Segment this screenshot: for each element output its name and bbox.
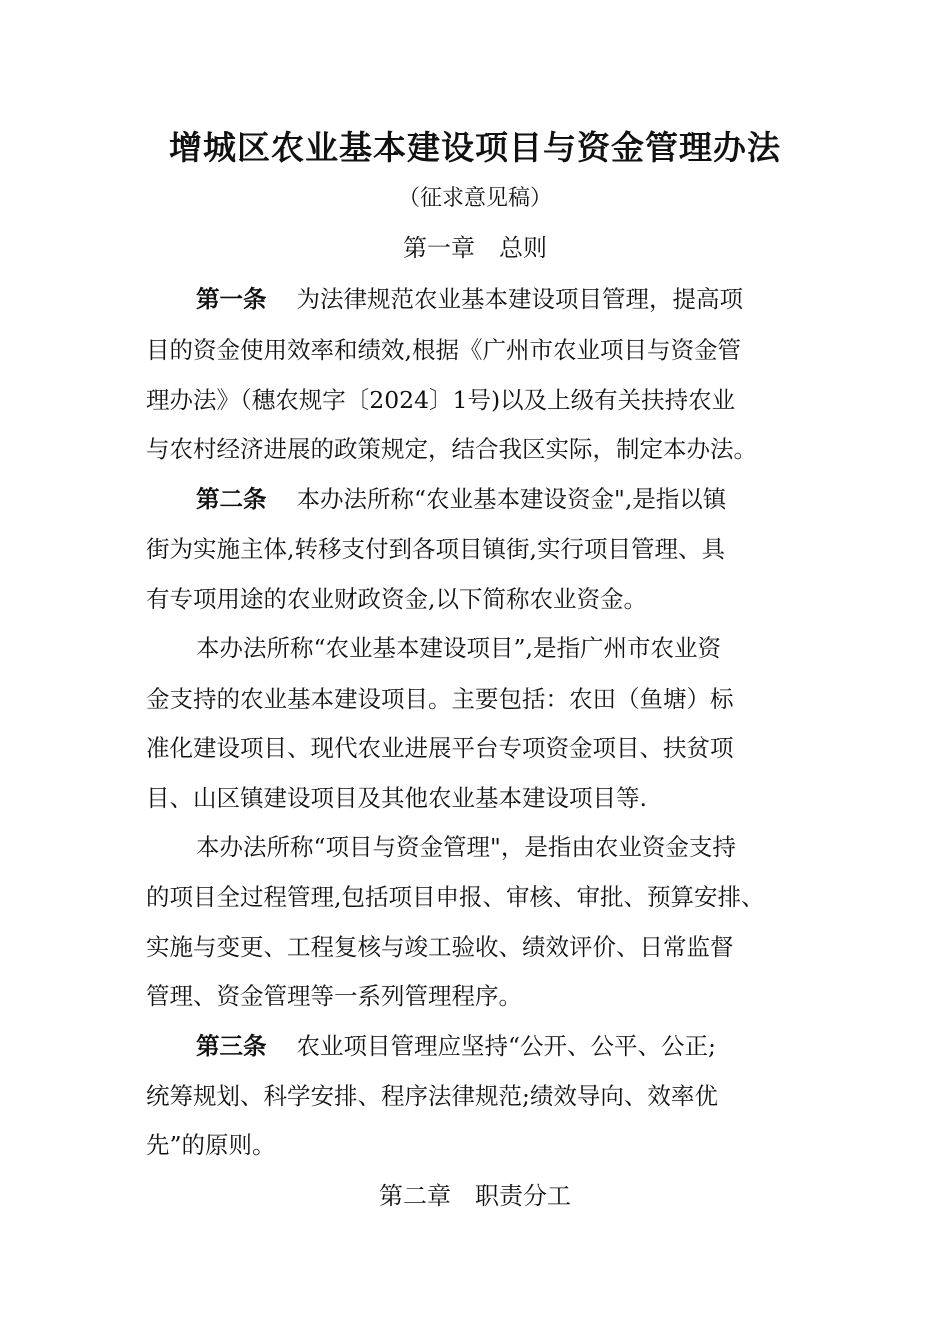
body-line: 的项目全过程管理,包括项目申报、审核、审批、预算安排、 [146,883,765,911]
body-line: 先”的原则。 [146,1131,276,1159]
body-line: 目、山区镇建设项目及其他农业基本建设项目等. [146,784,647,812]
body-line: 本办法所称“农业基本建设项目”,是指广州市农业资 [196,634,721,662]
article-first-line [196,1030,716,1062]
chapter-label: 第一章 [403,234,475,262]
article-text: 为法律规范农业基本建设项目管理，提高项 [296,285,743,313]
body-line: 管理、资金管理等一系列管理程序。 [146,982,522,1010]
body-line: 统筹规划、科学安排、程序法律规范;绩效导向、效率优 [146,1082,718,1110]
body-line: 本办法所称“项目与资金管理"，是指由农业资金支持 [196,833,736,861]
chapter-name: 总则 [499,234,547,262]
body-line: 有专项用途的农业财政资金,以下简称农业资金。 [146,585,647,613]
body-line: 街为实施主体,转移支付到各项目镇街,实行项目管理、具 [146,535,725,563]
body-line: 与农村经济进展的政策规定，结合我区实际，制定本办法。 [146,435,757,463]
body-line: 准化建设项目、现代农业进展平台专项资金项目、扶贫项 [146,734,734,762]
article-label: 第三条 [196,1032,267,1060]
document-subtitle: （征求意见稿） [397,186,552,211]
chapter-name: 职责分工 [475,1182,571,1210]
body-line: 目的资金使用效率和绩效,根据《广州市农业项目与资金管 [146,336,741,364]
article-first-line [196,283,743,315]
chapter-label: 第二章 [379,1182,451,1210]
chapter-heading [0,1180,950,1212]
body-line: 理办法》（穗农规字〔2024〕1号)以及上级有关扶持农业 [146,386,736,414]
article-text: 农业项目管理应坚持“公开、公平、公正; [296,1032,716,1060]
article-label: 第二条 [196,485,267,513]
article-first-line [196,483,726,515]
chapter-heading [0,232,950,264]
body-line: 实施与变更、工程复核与竣工验收、绩效评价、日常监督 [146,933,734,961]
article-label: 第一条 [196,285,267,313]
body-line: 金支持的农业基本建设项目。主要包括：农田（鱼塘）标 [146,685,734,713]
article-text: 本办法所称“农业基本建设资金",是指以镇 [296,485,727,513]
document-title: 增城区农业基本建设项目与资金管理办法 [169,128,781,167]
